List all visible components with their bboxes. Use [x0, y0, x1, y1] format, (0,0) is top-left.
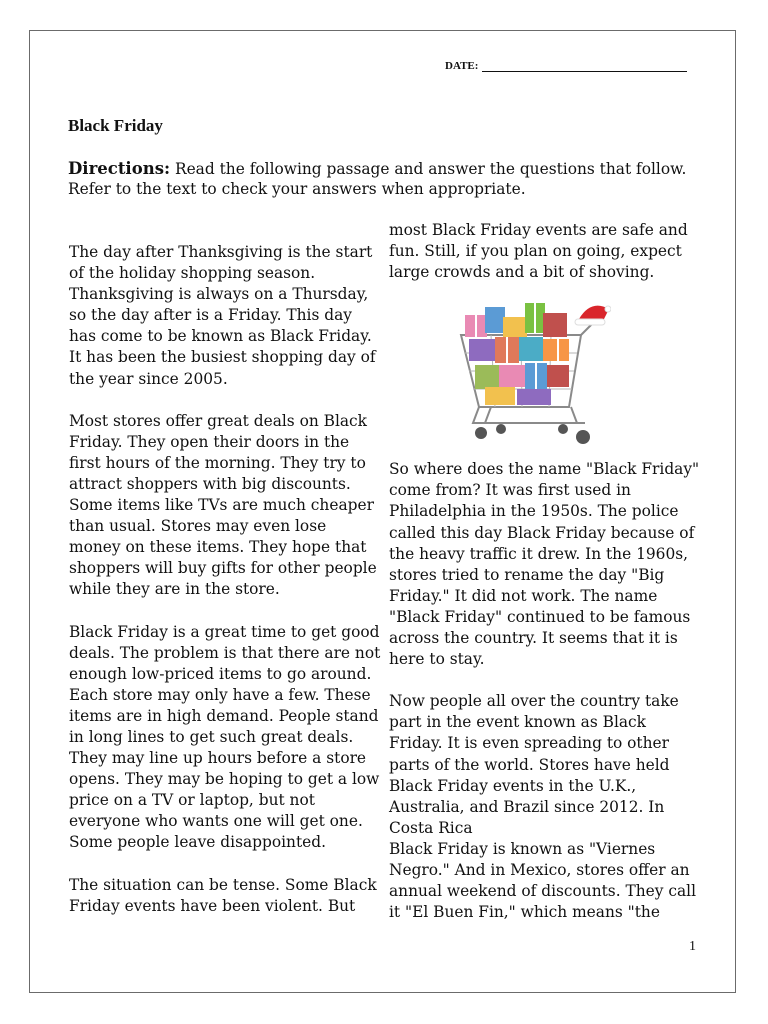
passage-right-column	[389, 220, 701, 944]
passage-paragraph: So where does the name "Black Friday" come from? It was first used in Philadelphia in the 1950s. The police called this day Black Friday because of the heavy traffic it drew. In the 1960s, stores tried to rename the day "Big Friday." It did not work. The name "Black Friday" continued to be famous across the country. It seems that it is here to stay.	[389, 460, 700, 669]
directions-text: Read the following passage and answer the questions that follow. Refer to the text to check your answers when appropriate.	[68, 160, 687, 198]
passage-paragraph: The situation can be tense. Some Black Friday events have been violent. But	[69, 875, 377, 915]
page-number: 1	[689, 939, 696, 954]
passage-left-column	[69, 242, 381, 938]
date-label: DATE:	[445, 60, 479, 72]
passage-paragraph: Black Friday is a great time to get good deals. The problem is that there are not enough low-priced items to go around. Each store may only have a few. These items are in high demand. People stand in long lines to get such great deals. They may line up hours before a store opens. They may be hoping to get a low price on a TV or laptop, but not everyone who wants one will get one. Some people leave disappointed.	[69, 622, 381, 852]
directions	[68, 159, 698, 199]
worksheet-title: Black Friday	[68, 116, 163, 135]
date-blank-line[interactable]	[482, 59, 687, 72]
passage-paragraph: Most stores offer great deals on Black Friday. They open their doors in the first hours of the morning. They try to attract shoppers with big discounts. Some items like TVs are much cheaper than usual. Stores may even lose money on these items. They hope that shoppers will buy gifts for other people while they are in the store.	[69, 411, 377, 599]
passage-paragraph: Now people all over the country take part in the event known as Black Friday. It is even spreading to other parts of the world. Stores have held Black Friday events in the U.K., Australia, and Brazil since 2012. In Costa Rica	[389, 692, 679, 837]
directions-label: Directions:	[68, 159, 171, 178]
passage-paragraph: most Black Friday events are safe and fun. Still, if you plan on going, expect large crowds and a bit of shoving.	[389, 221, 688, 282]
passage-paragraph: The day after Thanksgiving is the start of the holiday shopping season. Thanksgiving is always on a Thursday, so the day after is a Friday. This day has come to be known as Black Friday. It has been the busiest shopping day of the year since 2005.	[69, 243, 376, 388]
date-field	[445, 59, 687, 72]
passage-paragraph: Black Friday is known as "Viernes Negro." And in Mexico, stores offer an annual weekend of discounts. They call it "El Buen Fin," which means "the	[389, 839, 697, 922]
shopping-cart-gifts-icon	[451, 295, 611, 455]
